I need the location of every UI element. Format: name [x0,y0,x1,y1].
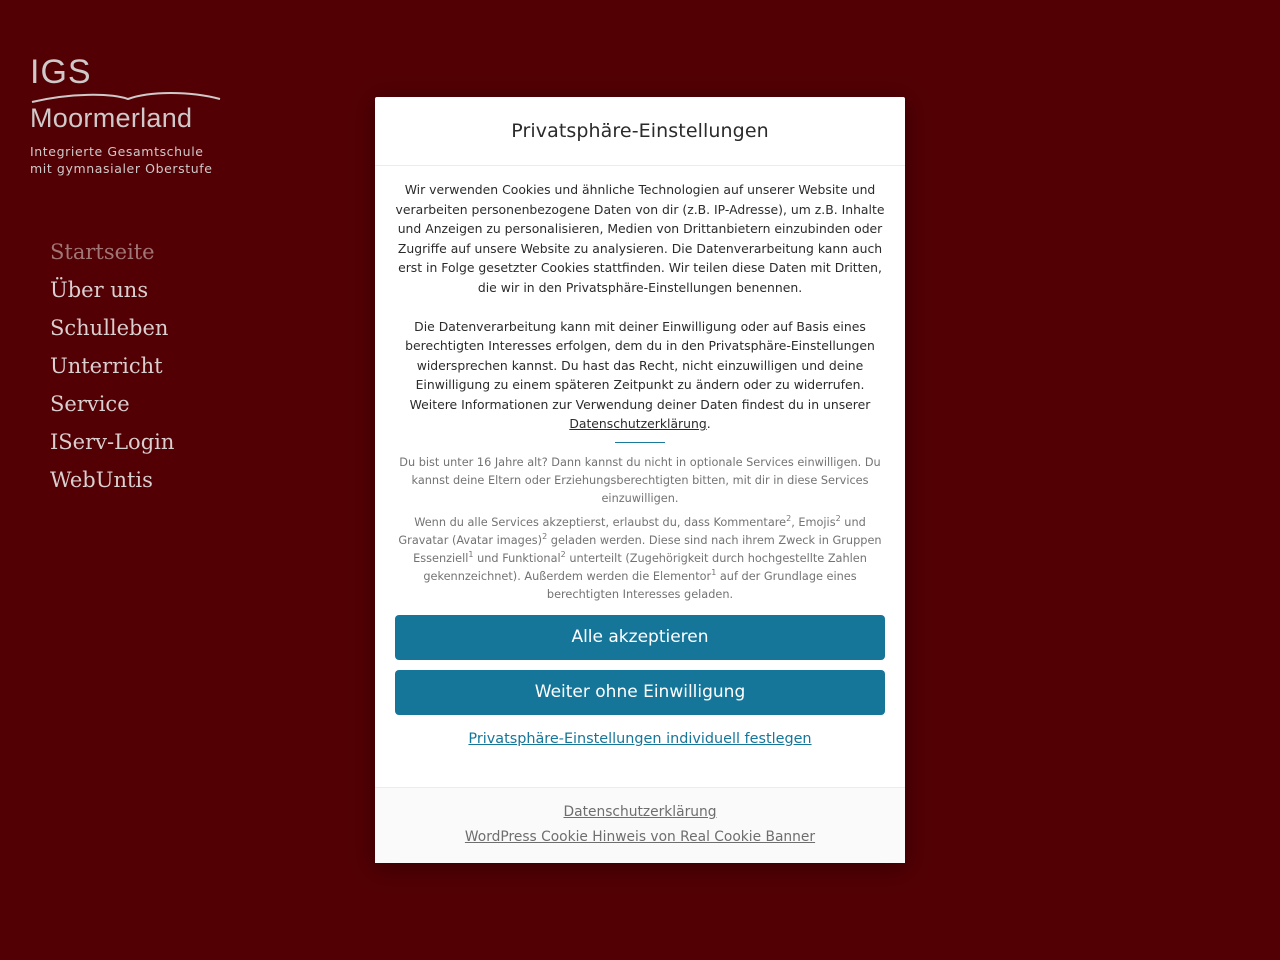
superscript-number: 2 [542,531,548,541]
logo-tagline-1: Integrierte Gesamtschule [30,144,204,159]
nav-item-startseite[interactable]: Startseite [50,240,155,264]
logo-name-text: Moormerland [30,103,193,133]
superscript-number: 1 [711,567,717,577]
site-logo[interactable] [30,55,230,177]
cookie-consent-dialog [375,97,905,863]
consent-paragraph-2-text: Die Datenverarbeitung kann mit deiner Einwilligung oder auf Basis eines berechtigten Interesses erfolgen, dem du in den Privatsphäre-Einstellungen widersprechen kannst. Du hast das Recht, nicht einzuwilligen und deine Einwilligung zu einem späteren Zeitpunkt zu ändern oder zu widerrufen. Weitere Informationen zur Verwendung deiner Daten findest du in unserer [405,318,875,412]
logo-tagline-2: mit gymnasialer Oberstufe [30,161,213,176]
dialog-footer [375,787,905,863]
dialog-body [375,166,905,747]
services-notice [395,514,885,604]
footer-privacy-policy-link[interactable]: Datenschutzerklärung [563,804,717,820]
services-notice-part: , Emojis [791,515,836,529]
logo-igs-text: IGS [30,53,92,91]
nav-item-iserv-login[interactable]: IServ-Login [50,430,175,454]
continue-without-consent-button[interactable]: Weiter ohne Einwilligung [395,670,885,715]
privacy-policy-inline-link[interactable]: Datenschutzerklärung [569,416,707,431]
services-notice-part: Wenn du alle Services akzeptierst, erlaubst du, dass Kommentare [414,515,787,529]
dialog-title: Privatsphäre-Einstellungen [511,120,769,142]
services-notice-part: und Gravatar (Avatar images) [398,515,866,547]
age-notice: Du bist unter 16 Jahre alt? Dann kannst du nicht in optionale Services einwilligen. Du kannst deine Eltern oder Erziehungsberechtigten bitten, mit dir in diese Services einzuwilligen. [399,455,881,505]
superscript-number: 1 [468,549,474,559]
nav-item-ueber-uns[interactable]: Über uns [50,278,149,302]
consent-paragraph-2 [395,317,885,434]
main-navigation [50,233,174,499]
services-notice-part: und Funktional [473,551,561,565]
section-divider [615,442,665,443]
services-notice-part: geladen werden. Diese sind nach ihrem Zweck in Gruppen Essenziell [413,533,882,565]
logo-book-arc-icon [30,89,222,105]
accept-all-button[interactable]: Alle akzeptieren [395,615,885,660]
individual-settings-link[interactable]: Privatsphäre-Einstellungen individuell festlegen [468,730,812,747]
nav-item-service[interactable]: Service [50,392,130,416]
superscript-number: 2 [835,513,841,523]
services-notice-part: unterteilt (Zugehörigkeit durch hochgestellte Zahlen gekennzeichnet). Außerdem werden die Elementor [423,551,867,583]
consent-paragraph-2-end: . [706,416,711,431]
consent-paragraph-1: Wir verwenden Cookies und ähnliche Technologien auf unserer Website und verarbeiten personenbezogene Daten von dir (z.B. IP-Adresse), um z.B. Inhalte und Anzeigen zu personalisieren, Medien von Drittanbietern einzubinden oder Zugriffe auf unsere Website zu analysieren. Die Datenverarbeitung kann auch erst in Folge gesetzter Cookies stattfinden. Wir teilen diese Daten mit Dritten, die wir in den Privatsphäre-Einstellungen benennen. [395,182,885,295]
nav-item-unterricht[interactable]: Unterricht [50,354,163,378]
superscript-number: 2 [560,549,566,559]
dialog-header [375,97,905,166]
nav-item-webuntis[interactable]: WebUntis [50,468,153,492]
superscript-number: 2 [786,513,792,523]
nav-item-schulleben[interactable]: Schulleben [50,316,169,340]
footer-real-cookie-banner-link[interactable]: WordPress Cookie Hinweis von Real Cookie Banner [464,829,816,845]
services-notice-part: auf der Grundlage eines berechtigten Interesses geladen. [546,569,857,601]
